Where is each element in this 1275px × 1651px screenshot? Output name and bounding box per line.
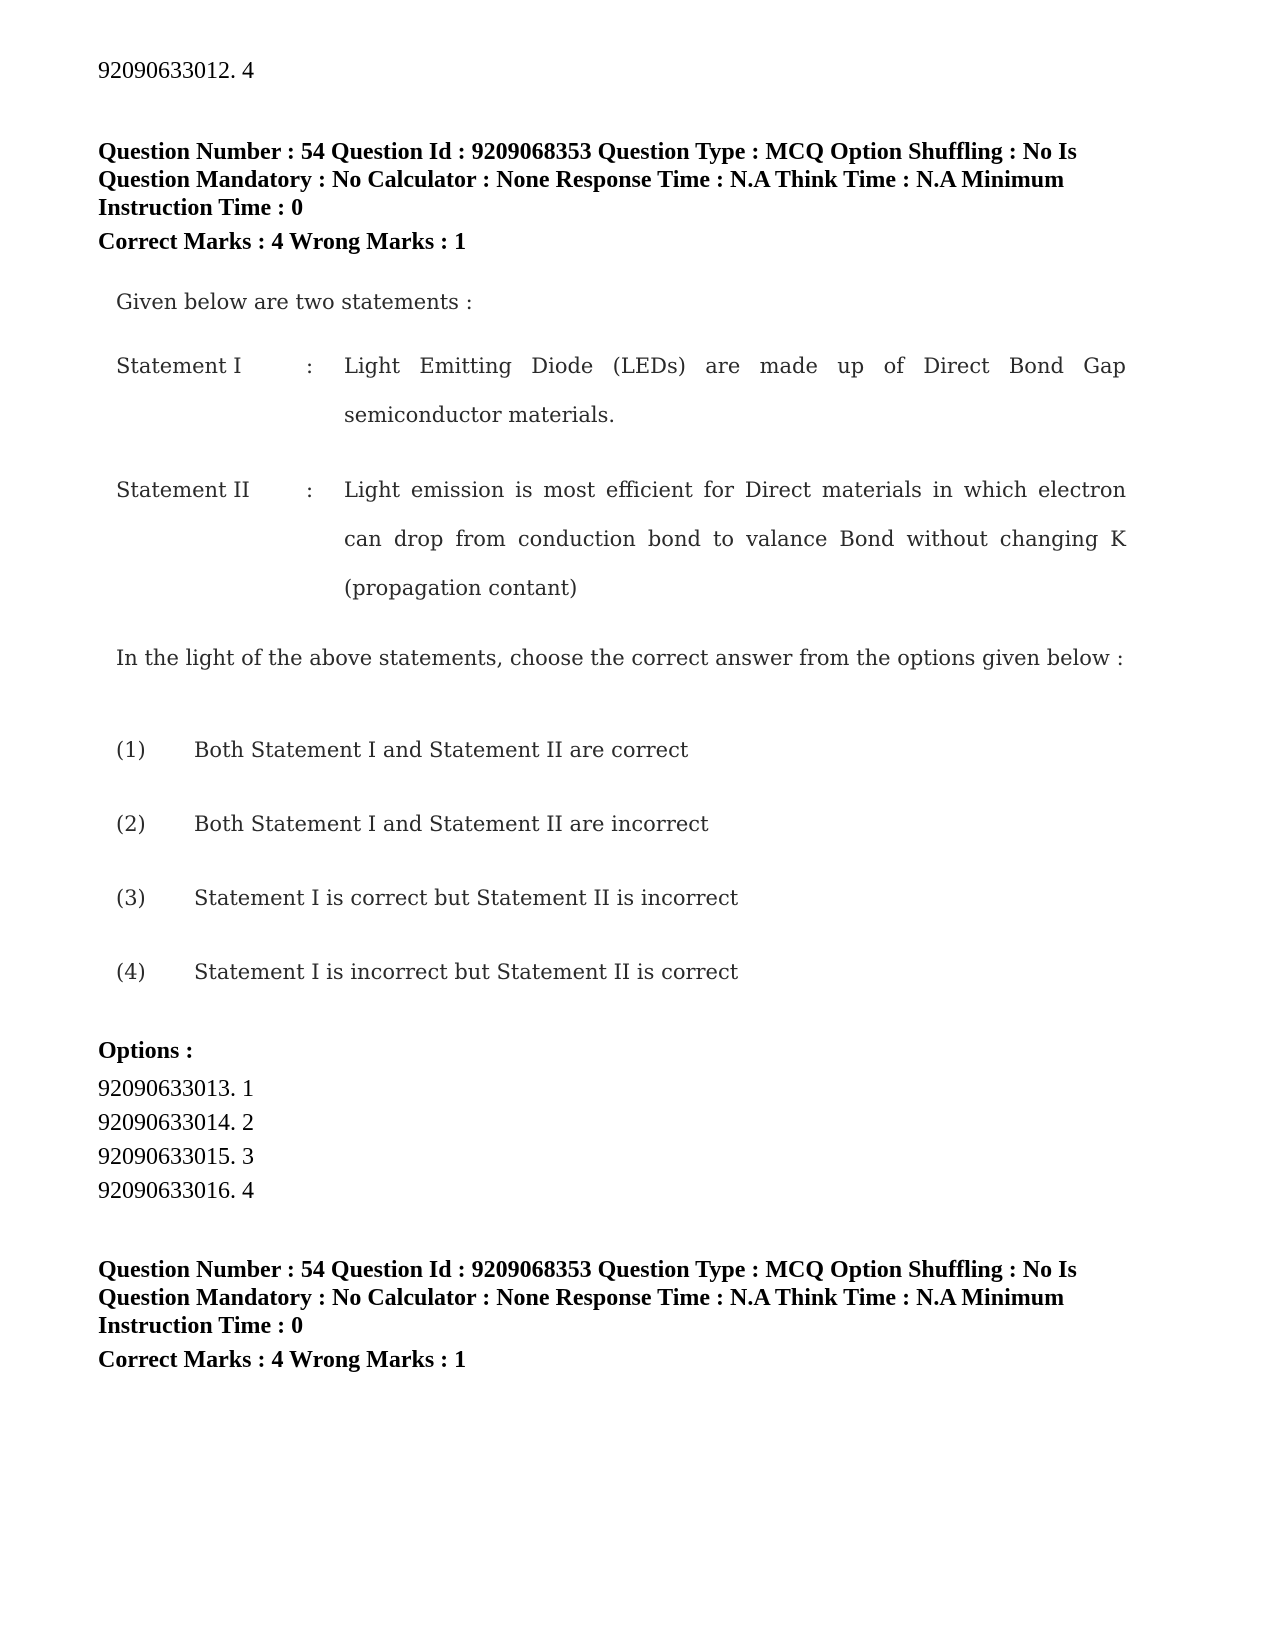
question-marks: Correct Marks : 4 Wrong Marks : 1 [98,229,467,255]
answer-choice-number: (2) [116,812,146,836]
next-question-meta-line-1: Question Number : 54 Question Id : 9209068353 Question Type : MCQ Option Shuffling : No Is [98,1257,1077,1283]
answer-choice-text: Both Statement I and Statement II are incorrect [194,812,709,836]
option-item: 92090633015. 3 [98,1144,254,1170]
next-question-meta-line-2: Question Mandatory : No Calculator : None Response Time : N.A Think Time : N.A Minimum [98,1285,1065,1311]
answer-choice-number: (3) [116,886,146,910]
option-item: 92090633013. 1 [98,1076,254,1102]
next-question-meta-line-3: Instruction Time : 0 [98,1313,304,1339]
option-item: 92090633016. 4 [98,1178,254,1204]
question-meta-line-3: Instruction Time : 0 [98,195,304,221]
question-body [116,290,1126,1020]
statement-1-text: Light Emitting Diode (LEDs) are made up of Direct Bond Gap semiconductor materials. [344,354,1126,427]
statement-2-label: Statement II [116,478,250,502]
answer-choice-number: (1) [116,738,146,762]
next-question-marks: Correct Marks : 4 Wrong Marks : 1 [98,1347,467,1373]
statement-1-colon: : [306,354,314,378]
answer-choice-text: Both Statement I and Statement II are correct [194,738,689,762]
question-meta [98,138,1128,256]
answer-choice-text: Statement I is incorrect but Statement II is correct [194,960,739,984]
question-meta-line-2: Question Mandatory : No Calculator : None Response Time : N.A Think Time : N.A Minimum [98,167,1065,193]
question-intro: Given below are two statements : [116,290,473,314]
question-meta-line-1: Question Number : 54 Question Id : 9209068353 Question Type : MCQ Option Shuffling : No Is [98,139,1077,165]
options-list [98,1072,254,1208]
answer-choice-number: (4) [116,960,146,984]
option-item: 92090633014. 2 [98,1110,254,1136]
previous-option-line: 92090633012. 4 [98,58,254,84]
statement-2-colon: : [306,478,314,502]
statement-1-label: Statement I [116,354,242,378]
statement-2-text: Light emission is most efficient for Direct materials in which electron can drop from conduction bond to valance Bond without changing K (propagation contant) [344,478,1126,600]
answer-choice-text: Statement I is correct but Statement II is incorrect [194,886,739,910]
options-heading: Options : [98,1038,194,1064]
next-question-meta [98,1256,1128,1374]
question-instruction: In the light of the above statements, choose the correct answer from the options given below : [116,646,1124,670]
